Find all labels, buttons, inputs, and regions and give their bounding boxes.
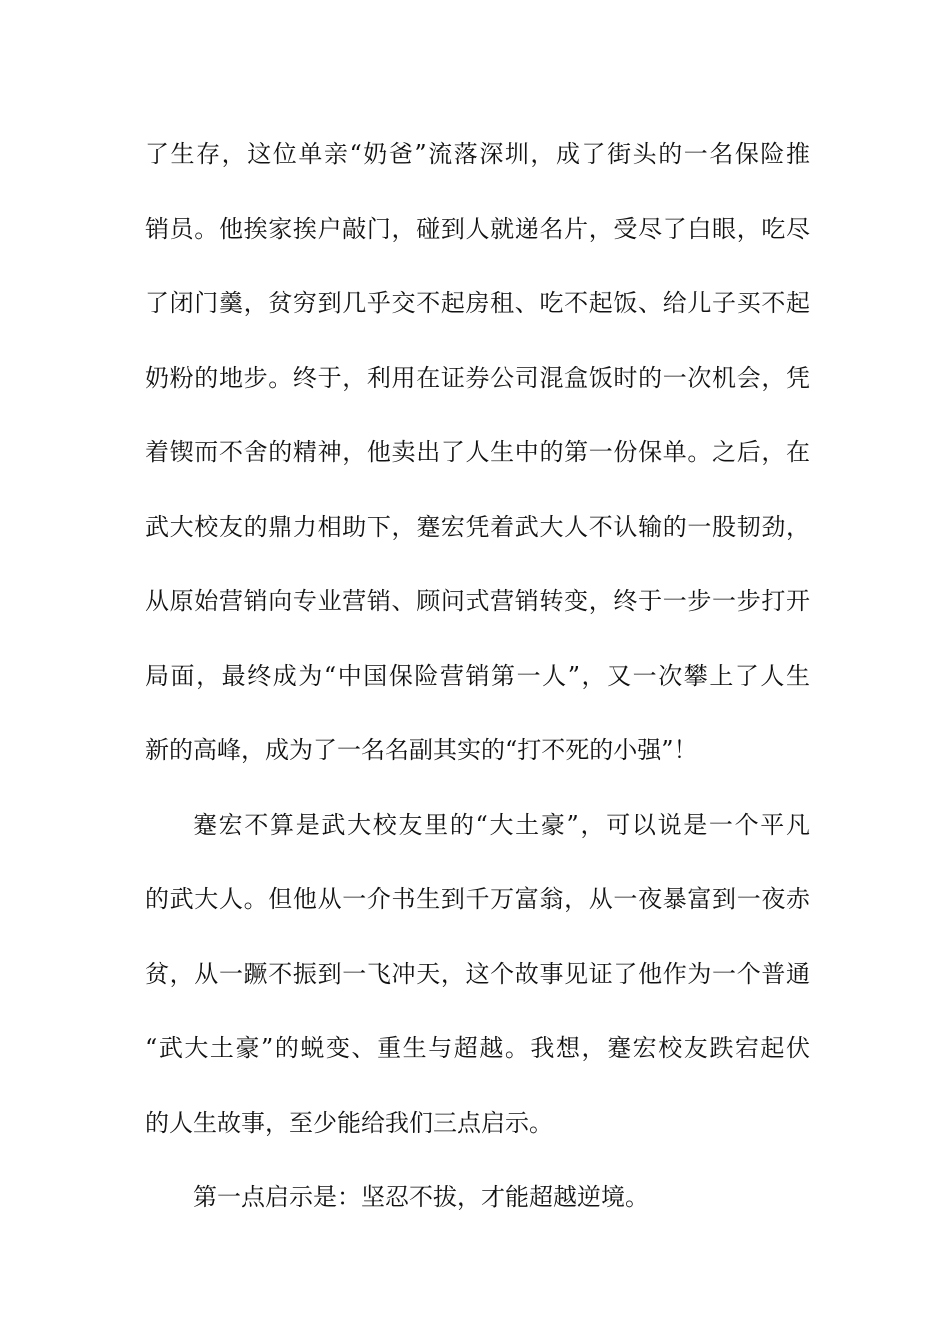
text-line: 销员。他挨家挨户敲门，碰到人就递名片，受尽了白眼，吃尽 [145,214,810,243]
text-line: 的人生故事，至少能给我们三点启示。 [145,1108,553,1137]
text-line: “武大土豪”的蜕变、重生与超越。我想，蹇宏校友跌宕起伏 [145,1034,810,1062]
text-line: 贫，从一蹶不振到一飞冲天，这个故事见证了他作为一个普通 [145,959,810,988]
text-line: 武大校友的鼎力相助下，蹇宏凭着武大人不认输的一股韧劲， [145,512,810,541]
text-line: 着锲而不舍的精神，他卖出了人生中的第一份保单。之后，在 [145,438,810,466]
text-line: 的武大人。但他从一介书生到千万富翁，从一夜暴富到一夜赤 [145,885,810,913]
text-line: 了生存，这位单亲“奶爸”流落深圳，成了街头的一名保险推 [145,140,810,168]
text-line: 第一点启示是：坚忍不拔，才能超越逆境。 [193,1183,649,1211]
text-line: 从原始营销向专业营销、顾问式营销转变，终于一步一步打开 [145,587,810,615]
body-text [145,122,810,1240]
text-line: 了闭门羹，贫穷到几乎交不起房租、吃不起饭、给儿子买不起 [145,289,810,317]
text-line: 局面，最终成为“中国保险营销第一人”，又一次攀上了人生 [145,661,810,690]
text-line: 奶粉的地步。终于，利用在证券公司混盒饭时的一次机会，凭 [145,363,810,392]
text-line: 蹇宏不算是武大校友里的“大土豪”，可以说是一个平凡 [193,810,810,839]
text-line: 新的高峰，成为了一名名副其实的“打不死的小强”！ [145,736,698,764]
